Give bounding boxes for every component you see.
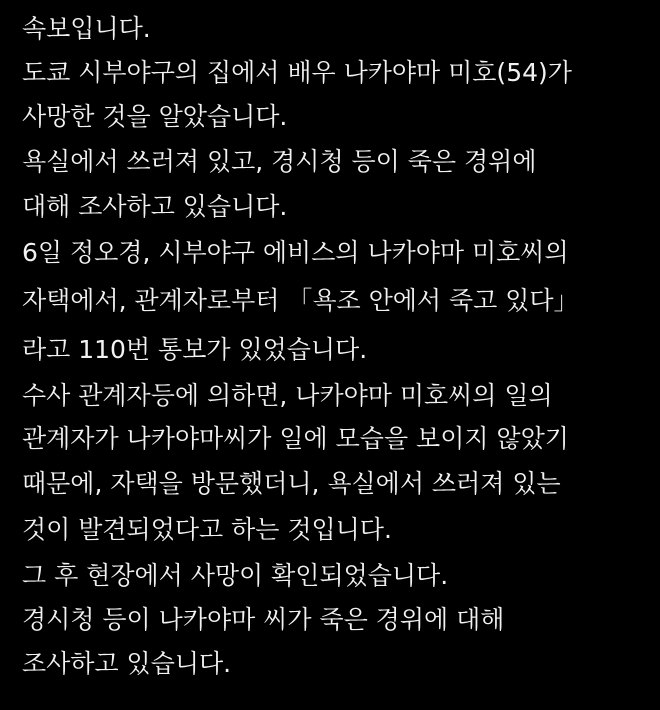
post-line: 그 후 현장에서 사망이 확인되었습니다. (22, 561, 449, 590)
post-line: 사망한 것을 알았습니다. (22, 102, 288, 131)
post-line: 대해 조사하고 있습니다. (22, 192, 288, 221)
post-line: 때문에, 자택을 방문했더니, 욕실에서 쓰러져 있는 (22, 469, 561, 498)
post-line: 라고 110번 통보가 있었습니다. (22, 335, 368, 364)
post-line: 도쿄 시부야구의 집에서 배우 나카야마 미호(54)가 (22, 58, 572, 87)
post-line: 속보입니다. (22, 14, 151, 43)
post-line: 수사 관계자등에 의하면, 나카야마 미호씨의 일의 (22, 381, 553, 410)
post-line: 관계자가 나카야마씨가 일에 모습을 보이지 않았기 (22, 424, 569, 453)
post-line: 것이 발견되었다고 하는 것입니다. (22, 515, 392, 544)
post-line: 자택에서, 관계자로부터 「욕조 안에서 죽고 있다」 (22, 286, 579, 315)
post-line: 경시청 등이 나카야마 씨가 죽은 경위에 대해 (22, 605, 505, 634)
post-line: 조사하고 있습니다. (22, 649, 232, 678)
post-line: 욕실에서 쓰러져 있고, 경시청 등이 죽은 경위에 (22, 147, 537, 176)
post-line: 6일 정오경, 시부야구 에비스의 나카야마 미호씨의 (22, 238, 569, 267)
